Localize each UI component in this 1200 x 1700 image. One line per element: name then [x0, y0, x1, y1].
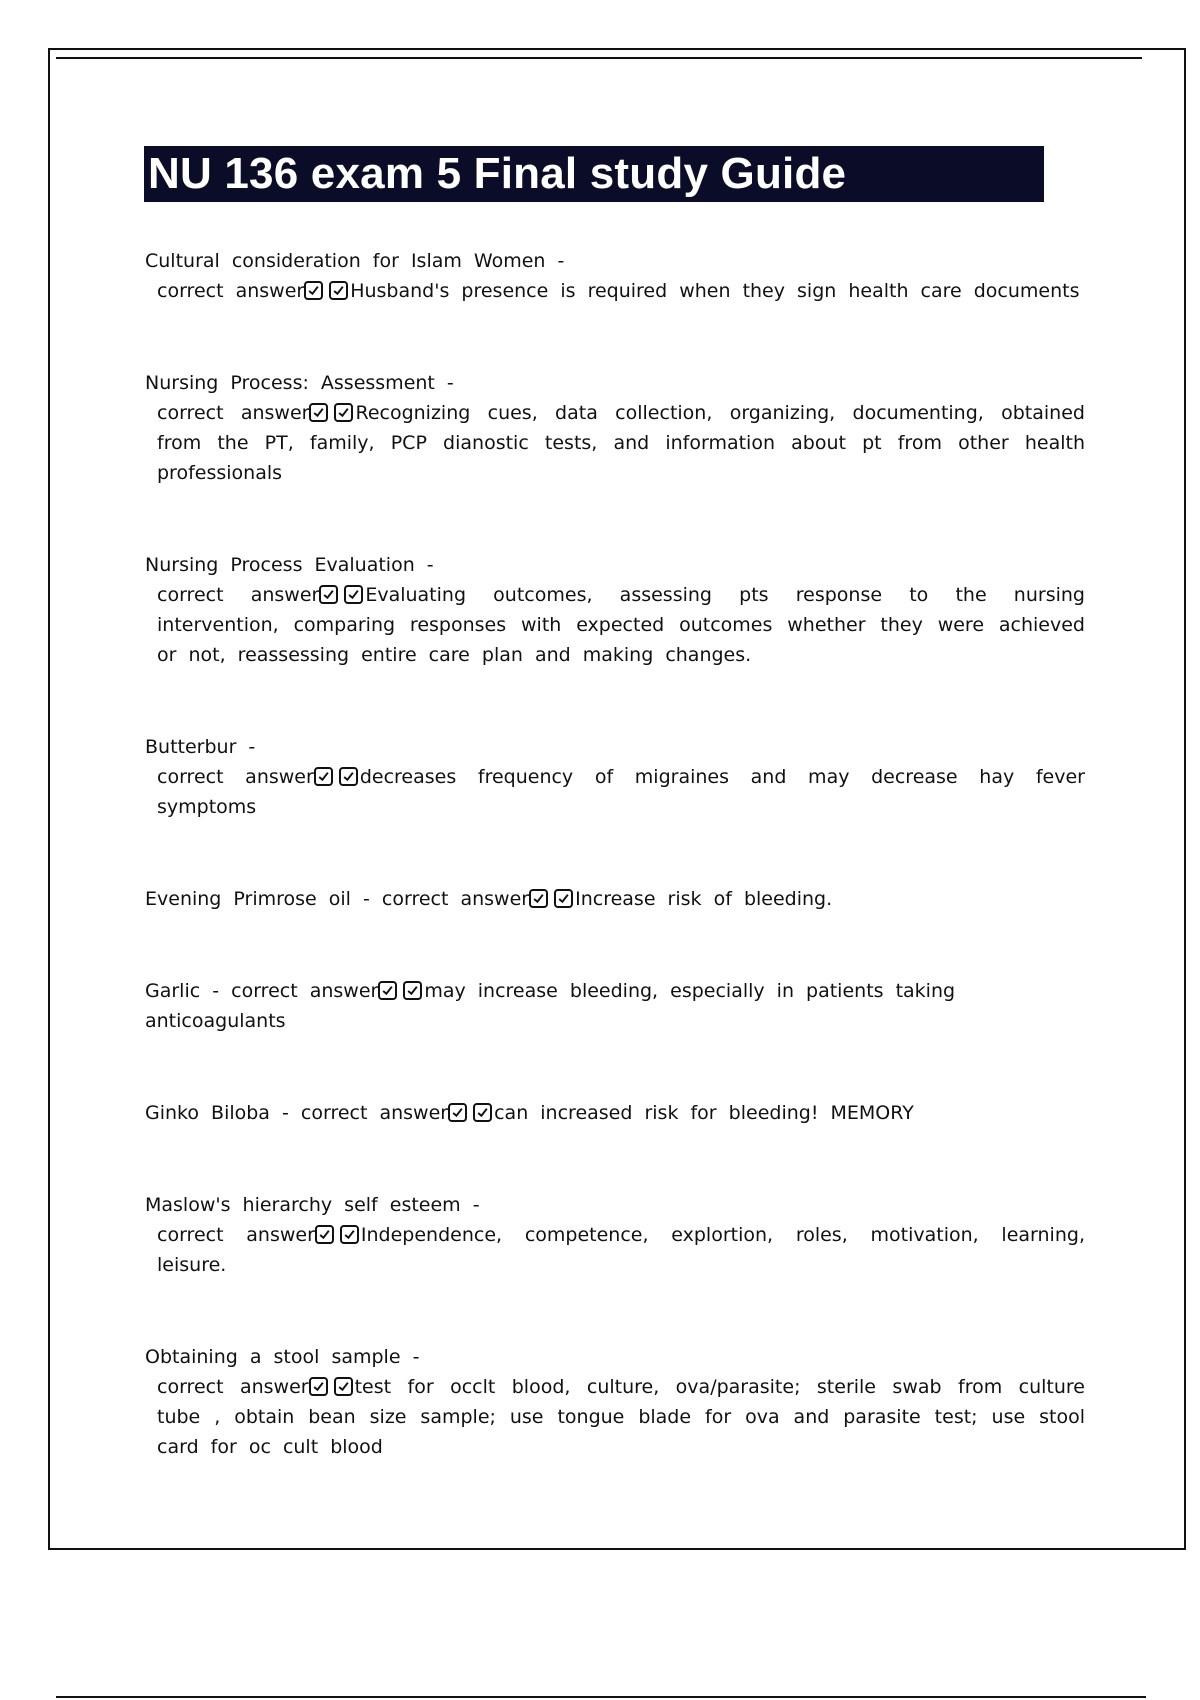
entry-answer: Independence, competence, explortion, roles, motivation, learning, leisure. — [157, 1224, 1085, 1276]
answer-prefix: correct answer — [381, 888, 530, 910]
entry-answer-line — [145, 276, 1085, 306]
answer-prefix: correct answer — [157, 402, 310, 424]
list-item — [145, 246, 1085, 306]
entry-term: Maslow's hierarchy self esteem - — [145, 1194, 480, 1216]
checkbox-checked-icon — [473, 1103, 492, 1122]
top-rule — [56, 57, 1142, 59]
entry-answer: Evaluating outcomes, assessing pts response to the nursing intervention, comparing responses with expected outcomes whether they were achieved or not, reassessing entire care plan and making changes. — [157, 584, 1085, 666]
entry-term: Nursing Process Evaluation - — [145, 554, 434, 576]
list-item — [145, 1342, 1085, 1462]
entry-term: Nursing Process: Assessment - — [145, 372, 454, 394]
checkbox-checked-icon — [315, 1225, 334, 1244]
entry-term: Cultural consideration for Islam Women - — [145, 250, 565, 272]
checkbox-checked-icon — [304, 281, 323, 300]
checkbox-checked-icon — [339, 767, 358, 786]
checkbox-checked-icon — [344, 585, 363, 604]
list-item — [145, 732, 1085, 822]
checkbox-checked-icon — [319, 585, 338, 604]
page-title: NU 136 exam 5 Final study Guide — [148, 149, 847, 198]
checkbox-checked-icon — [403, 981, 422, 1000]
entry-answer-line — [145, 398, 1085, 488]
answer-prefix: correct answer — [157, 1224, 315, 1246]
list-item — [145, 1190, 1085, 1280]
list-item — [145, 976, 1085, 1036]
entry-answer: Increase risk of bleeding. — [575, 888, 833, 910]
bottom-rule — [56, 1696, 1146, 1698]
answer-prefix: correct answer — [157, 766, 314, 788]
entries-list — [145, 246, 1085, 1462]
entry-answer: Recognizing cues, data collection, organizing, documenting, obtained from the PT, family, PCP dianostic tests, and information about pt from other health professionals — [157, 402, 1085, 484]
entry-answer-line — [145, 580, 1085, 670]
list-item — [145, 550, 1085, 670]
list-item — [145, 368, 1085, 488]
checkbox-checked-icon — [340, 1225, 359, 1244]
checkbox-checked-icon — [309, 403, 328, 422]
entry-term: Butterbur - — [145, 736, 256, 758]
entry-answer-line — [145, 1372, 1085, 1462]
answer-prefix: correct answer — [157, 1376, 309, 1398]
checkbox-checked-icon — [314, 767, 333, 786]
list-item — [145, 884, 1085, 914]
checkbox-checked-icon — [554, 889, 573, 908]
entry-answer: may increase bleeding, especially in patients taking anticoagulants — [145, 980, 956, 1032]
list-item — [145, 1098, 1085, 1128]
entry-term: Obtaining a stool sample - — [145, 1346, 420, 1368]
entry-term: Ginko Biloba - — [145, 1102, 289, 1124]
answer-prefix: correct answer — [157, 584, 320, 606]
entry-answer-line — [145, 762, 1085, 822]
checkbox-checked-icon — [334, 1377, 353, 1396]
answer-prefix: correct answer — [300, 1102, 449, 1124]
title-banner — [144, 146, 1044, 202]
checkbox-checked-icon — [378, 981, 397, 1000]
checkbox-checked-icon — [529, 889, 548, 908]
answer-prefix: correct answer — [157, 280, 305, 302]
entry-answer-line — [145, 1220, 1085, 1280]
checkbox-checked-icon — [334, 403, 353, 422]
checkbox-checked-icon — [448, 1103, 467, 1122]
entry-answer: decreases frequency of migraines and may decrease hay fever symptoms — [157, 766, 1085, 818]
checkbox-checked-icon — [309, 1377, 328, 1396]
entry-answer: Husband's presence is required when they sign health care documents — [350, 280, 1080, 302]
entry-term: Garlic - — [145, 980, 220, 1002]
entry-term: Evening Primrose oil - — [145, 888, 370, 910]
entry-answer: can increased risk for bleeding! MEMORY — [494, 1102, 914, 1124]
answer-prefix: correct answer — [231, 980, 379, 1002]
checkbox-checked-icon — [329, 281, 348, 300]
entry-answer: test for occlt blood, culture, ova/parasite; sterile swab from culture tube , obtain bean size sample; use tongue blade for ova and parasite test; use stool card for oc cult blood — [157, 1376, 1085, 1458]
